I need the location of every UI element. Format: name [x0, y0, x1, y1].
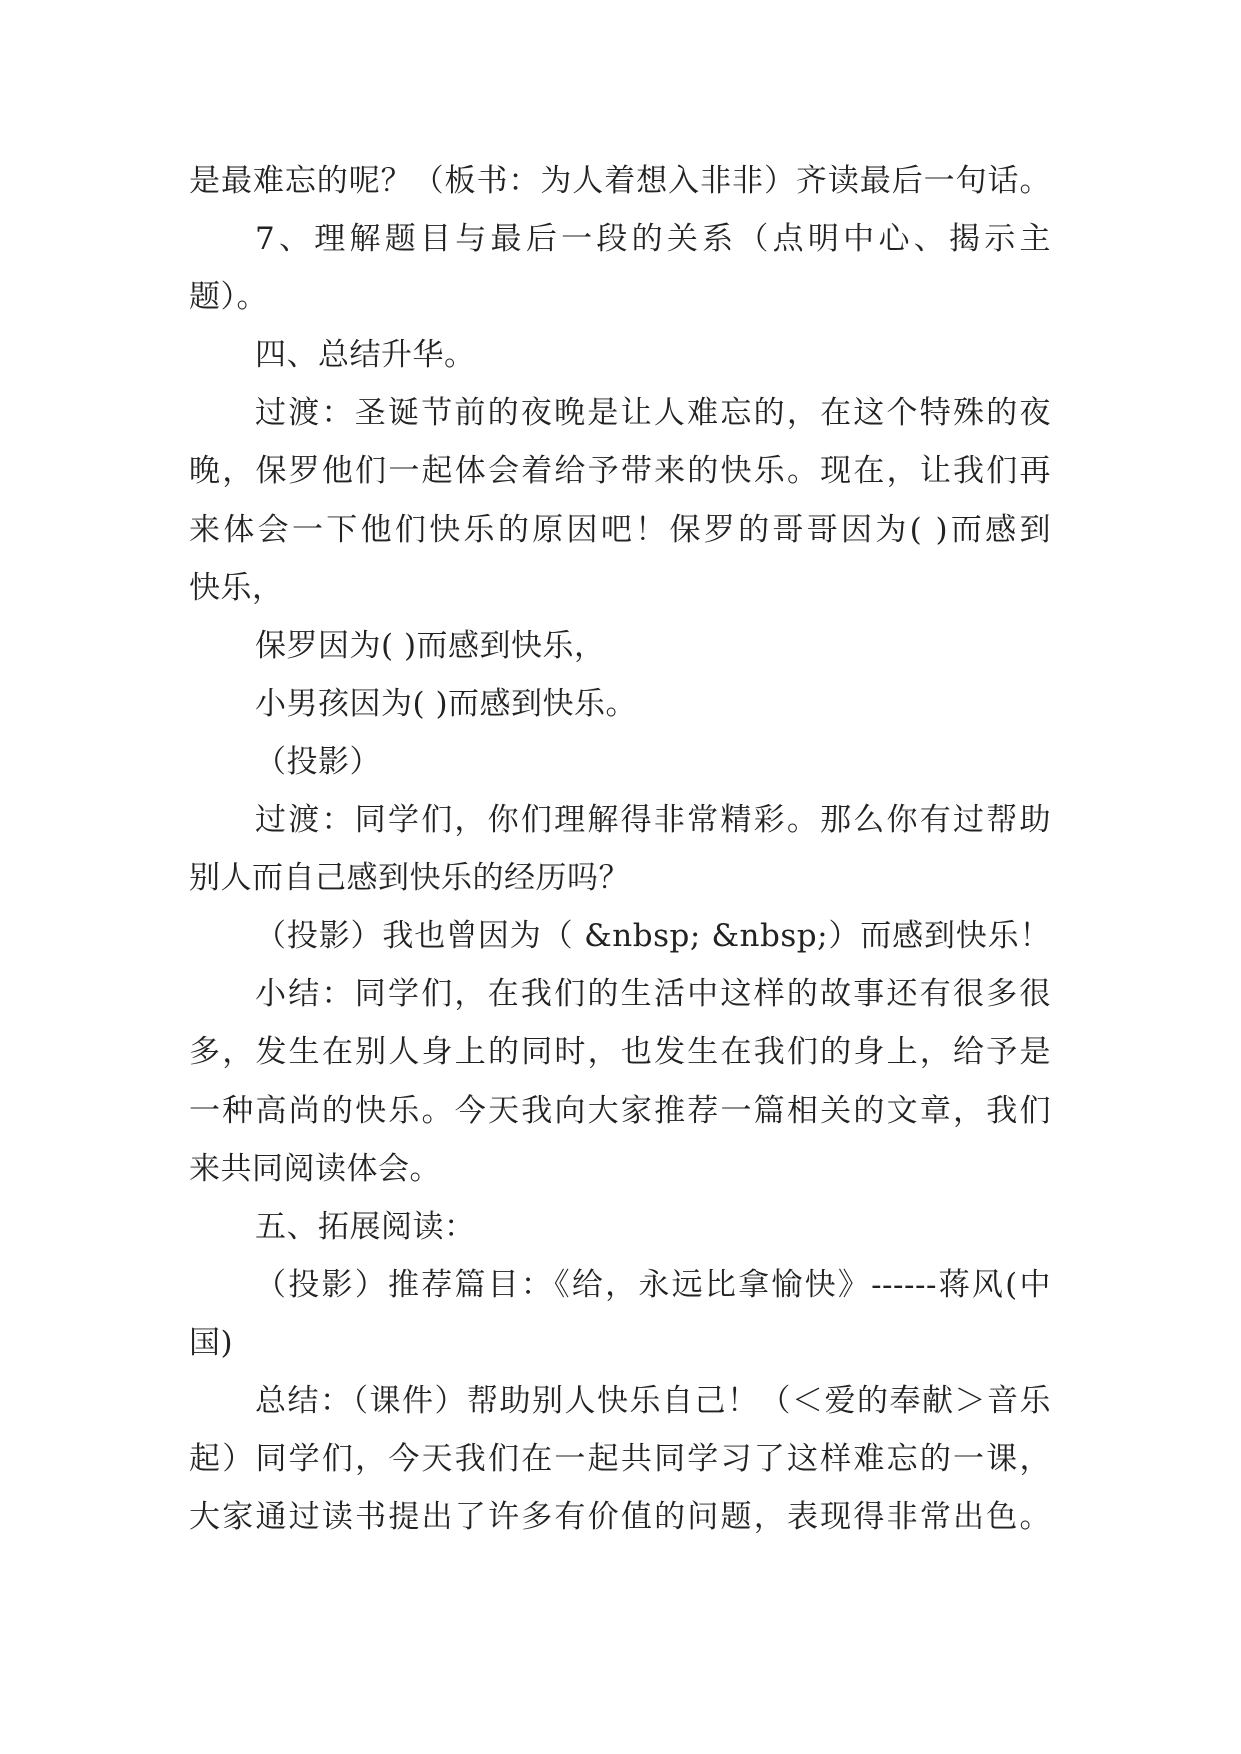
paragraph: [189, 965, 1051, 1197]
paragraph: [189, 1372, 1051, 1546]
paragraph: [189, 907, 1051, 965]
paragraph: [189, 210, 1051, 326]
paragraph: [189, 384, 1051, 616]
paragraph: [189, 733, 1051, 791]
text-line: 晚，保罗他们一起体会着给予带来的快乐。现在，让我们再: [189, 453, 1051, 490]
text-line: 来共同阅读体会。: [189, 1150, 441, 1187]
text-line: 7、理解题目与最后一段的关系（点明中心、揭示主: [255, 221, 1051, 258]
text-line: 题）。: [189, 279, 268, 316]
text-line: 国): [189, 1324, 234, 1361]
text-line: 保罗因为( )而感到快乐，: [255, 627, 606, 664]
text-line: 起）同学们，今天我们在一起共同学习了这样难忘的一课，: [189, 1441, 1051, 1478]
text-line: 来体会一下他们快乐的原因吧！保罗的哥哥因为( )而感到: [189, 511, 1051, 548]
paragraph: [189, 152, 1051, 210]
paragraph: [189, 791, 1051, 907]
text-line: 小结：同学们，在我们的生活中这样的故事还有很多很: [255, 976, 1051, 1013]
paragraph: [189, 617, 1051, 675]
section-heading: [189, 326, 1051, 384]
text-line: 是最难忘的呢？（板书：为人着想入非非）齐读最后一句话。: [189, 163, 1051, 199]
text-line: 四、总结升华。: [255, 337, 476, 374]
text-line: 小男孩因为( )而感到快乐。: [255, 685, 638, 722]
text-line: 过渡：同学们，你们理解得非常精彩。那么你有过帮助: [255, 802, 1051, 839]
text-line: （投影）: [255, 743, 381, 780]
section-heading: [189, 1198, 1051, 1256]
paragraph: [189, 1256, 1051, 1372]
text-line: 多，发生在别人身上的同时，也发生在我们的身上，给予是: [189, 1034, 1051, 1071]
text-line: 五、拓展阅读：: [255, 1208, 476, 1245]
text-line: （投影）推荐篇目：《给，永远比拿愉快》------蒋风(中: [255, 1266, 1051, 1303]
text-line: 总结：（课件）帮助别人快乐自己！（＜爱的奉献＞音乐: [255, 1382, 1051, 1419]
text-line: 过渡：圣诞节前的夜晚是让人难忘的，在这个特殊的夜: [255, 395, 1051, 432]
text-line: 快乐，: [189, 569, 284, 606]
text-line: （投影）我也曾因为（ &nbsp; &nbsp;）而感到快乐！: [255, 918, 1051, 955]
body-text: [189, 152, 1051, 1546]
text-line: 别人而自己感到快乐的经历吗？: [189, 860, 630, 897]
paragraph: [189, 675, 1051, 733]
text-line: 大家通过读书提出了许多有价值的问题，表现得非常出色。: [189, 1499, 1051, 1536]
text-line: 一种高尚的快乐。今天我向大家推荐一篇相关的文章，我们: [189, 1092, 1051, 1129]
